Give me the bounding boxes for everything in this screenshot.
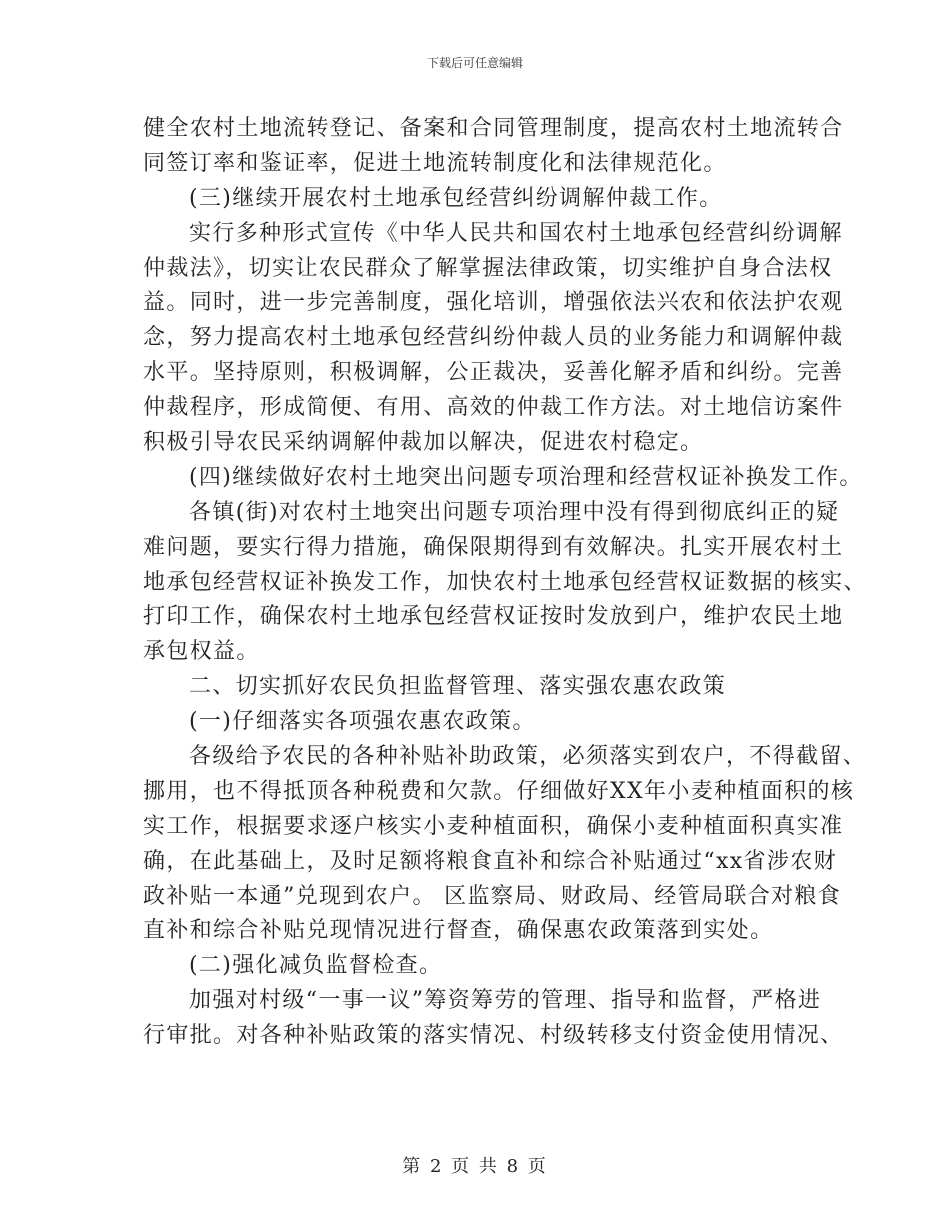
body-text-line: (四)继续做好农村土地突出问题专项治理和经营权证补换发工作。 bbox=[189, 464, 863, 490]
body-text-line: 政补贴一本通”兑现到农户。 区监察局、财政局、经管局联合对粮食 bbox=[143, 883, 842, 909]
body-text-line: 各镇(街)对农村土地突出问题专项治理中没有得到彻底纠正的疑 bbox=[189, 499, 840, 525]
body-text-line: 行审批。对各种补贴政策的落实情况、村级转移支付资金使用情况、 bbox=[143, 1023, 844, 1049]
body-text-line: 实行多种形式宣传《中华人民共和国农村土地承包经营纠纷调解 bbox=[189, 220, 843, 246]
body-text-line: 实工作，根据要求逐户核实小麦种植面积，确保小麦种植面积真实准 bbox=[143, 813, 844, 839]
body-text-line: (三)继续开展农村土地承包经营纠纷调解仲裁工作。 bbox=[189, 185, 723, 211]
body-text-line: 挪用，也不得抵顶各种税费和欠款。仔细做好XX年小麦种植面积的核 bbox=[143, 778, 855, 804]
body-text-line: (一)仔细落实各项强农惠农政策。 bbox=[189, 709, 536, 735]
body-text-line: 地承包经营权证补换发工作，加快农村土地承包经营权证数据的核实、 bbox=[143, 569, 867, 595]
body-text-line: 念，努力提高农村土地承包经营纠纷仲裁人员的业务能力和调解仲裁 bbox=[143, 325, 844, 351]
document-body bbox=[143, 112, 867, 1054]
body-text-line: 水平。坚持原则，积极调解，公正裁决，妥善化解矛盾和纠纷。完善 bbox=[143, 360, 844, 386]
body-text-line: 各级给予农民的各种补贴补助政策，必须落实到农户，不得截留、 bbox=[189, 744, 867, 770]
page-header-note: 下载后可任意编辑 bbox=[426, 56, 523, 70]
body-text-line: 确，在此基础上，及时足额将粮食直补和综合补贴通过“xx省涉农财 bbox=[143, 848, 837, 874]
body-text-line: 二、切实抓好农民负担监督管理、落实强农惠农政策 bbox=[189, 674, 727, 700]
body-text-line: (二)强化减负监督检查。 bbox=[189, 953, 443, 979]
body-text-line: 加强对村级“一事一议”筹资筹劳的管理、指导和监督，严格进 bbox=[189, 988, 822, 1014]
body-text-line: 健全农村土地流转登记、备案和合同管理制度，提高农村土地流转合 bbox=[143, 116, 844, 141]
body-text-line: 益。同时，进一步完善制度，强化培训，增强依法兴农和依法护农观 bbox=[143, 290, 844, 316]
body-text-line: 打印工作，确保农村土地承包经营权证按时发放到户，维护农民土地 bbox=[143, 604, 844, 630]
body-text-line: 仲裁法》，切实让农民群众了解掌握法律政策，切实维护自身合法权 bbox=[143, 255, 833, 281]
body-text-line: 承包权益。 bbox=[143, 639, 260, 665]
body-text-line: 同签订率和鉴证率，促进土地流转制度化和法律规范化。 bbox=[143, 150, 727, 176]
body-text-line: 积极引导农民采纳调解仲裁加以解决，促进农村稳定。 bbox=[143, 430, 704, 456]
page-number-footer: 第 2 页 共 8 页 bbox=[402, 1156, 548, 1177]
body-text-line: 仲裁程序，形成简便、有用、高效的仲裁工作方法。对土地信访案件 bbox=[143, 395, 844, 421]
body-text-line: 难问题，要实行得力措施，确保限期得到有效解决。扎实开展农村土 bbox=[143, 534, 844, 560]
body-text-line: 直补和综合补贴兑现情况进行督查，确保惠农政策落到实处。 bbox=[143, 918, 774, 944]
